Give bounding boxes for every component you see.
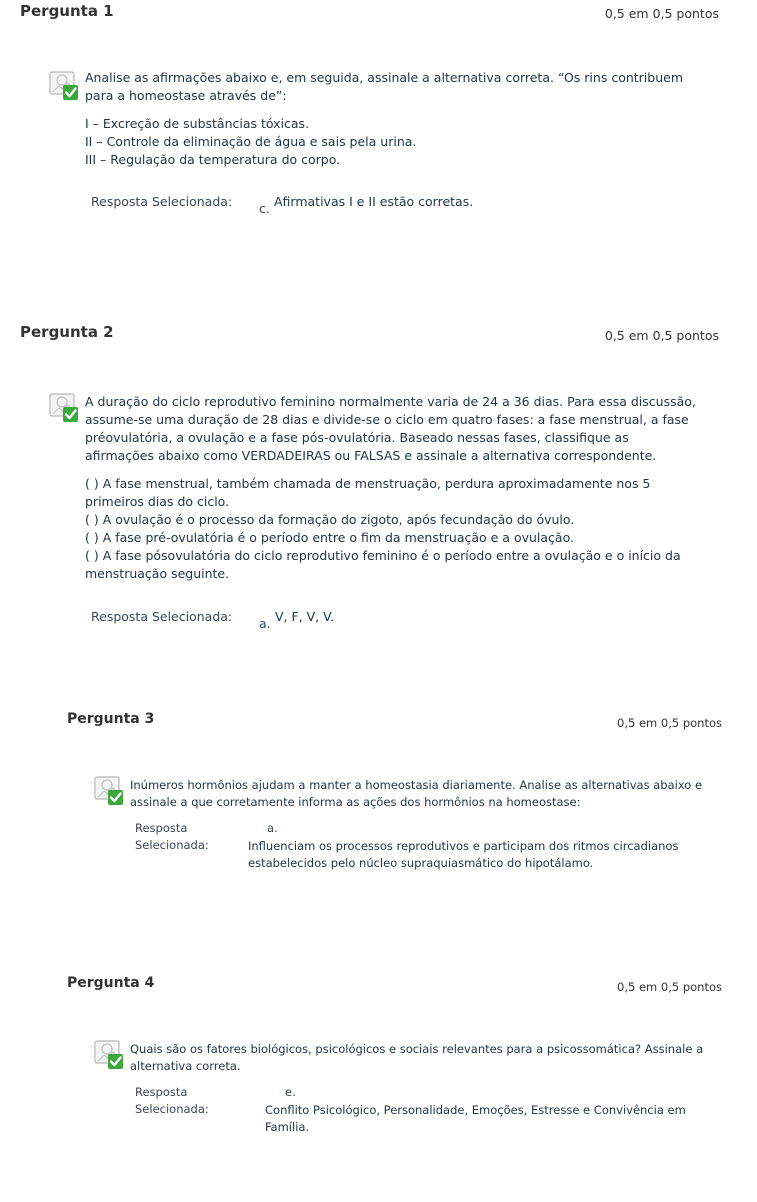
answer-letter: c. bbox=[259, 201, 270, 216]
answer-label: Resposta Selecionada: bbox=[91, 194, 233, 209]
statement-4: ( ) A fase pósovulatória do ciclo reprodutivo feminino é o período entre a ovulação e o início da menstruação seguinte. bbox=[85, 548, 681, 581]
question-intro: Quais são os fatores biológicos, psicológicos e sociais relevantes para a psicossomática? Assinale a alternativa correta. bbox=[130, 1042, 704, 1073]
question-text bbox=[85, 393, 701, 583]
answer-label: Selecionada: bbox=[135, 838, 209, 852]
question-text bbox=[130, 777, 715, 811]
correct-answer-icon bbox=[93, 775, 125, 807]
answer-label: Resposta bbox=[135, 1085, 188, 1099]
question-intro: A duração do ciclo reprodutivo feminino normalmente varia de 24 a 36 dias. Para essa discussão, assume-se uma duração de 28 dias e divide-se o ciclo em quatro fases: a fase menstrual, a fase préovulatória, a ovulação e a fase pós-ovulatória. Baseado nessas fases, classifique as afirmações abaixo como VERDADEIRAS ou FALSAS e assinale a alternativa correspondente. bbox=[85, 394, 696, 463]
answer-label: Selecionada: bbox=[135, 1102, 209, 1116]
statement-3: ( ) A fase pré-ovulatória é o período entre o fim da menstruação e a ovulação. bbox=[85, 530, 574, 545]
question-title: Pergunta 3 bbox=[67, 711, 155, 727]
statement-1: ( ) A fase menstrual, também chamada de menstruação, perdura aproximadamente nos 5 primeiros dias do ciclo. bbox=[85, 476, 651, 509]
statement-2: ( ) A ovulação é o processo da formação do zigoto, após fecundação do óvulo. bbox=[85, 512, 575, 527]
question-points: 0,5 em 0,5 pontos bbox=[617, 716, 722, 730]
question-intro: Analise as afirmações abaixo e, em seguida, assinale a alternativa correta. “Os rins contribuem para a homeostase através de”: bbox=[85, 70, 683, 103]
question-points: 0,5 em 0,5 pontos bbox=[604, 328, 719, 343]
correct-answer-icon bbox=[93, 1039, 125, 1071]
answer-label: Resposta Selecionada: bbox=[91, 609, 233, 624]
answer-text: Conflito Psicológico, Personalidade, Emoções, Estresse e Convivência em Família. bbox=[265, 1103, 686, 1134]
statement-1: I – Excreção de substâncias tóxicas. bbox=[85, 116, 310, 131]
answer-letter: a. bbox=[267, 821, 278, 835]
answer-text: Influenciam os processos reprodutivos e participam dos ritmos circadianos estabelecidos pelo núcleo supraquiasmático do hipotálamo. bbox=[248, 839, 679, 870]
question-text bbox=[85, 69, 695, 169]
answer-letter: e. bbox=[285, 1085, 296, 1099]
answer-letter: a. bbox=[259, 616, 271, 631]
correct-answer-icon bbox=[48, 70, 80, 102]
question-title: Pergunta 1 bbox=[20, 2, 114, 20]
statement-3: III – Regulação da temperatura do corpo. bbox=[85, 152, 341, 167]
statement-2: II – Controle da eliminação de água e sais pela urina. bbox=[85, 134, 417, 149]
question-points: 0,5 em 0,5 pontos bbox=[617, 980, 722, 994]
question-text bbox=[130, 1041, 715, 1075]
answer-text: V, F, V, V. bbox=[275, 609, 335, 624]
answer-label: Resposta bbox=[135, 821, 188, 835]
question-intro: Inúmeros hormônios ajudam a manter a homeostasia diariamente. Analise as alternativas abaixo e assinale a que corretamente informa as ações dos hormônios na homeostase: bbox=[130, 778, 703, 809]
question-points: 0,5 em 0,5 pontos bbox=[604, 6, 719, 21]
correct-answer-icon bbox=[48, 392, 80, 424]
answer-text: Afirmativas I e II estão corretas. bbox=[274, 194, 474, 209]
question-title: Pergunta 4 bbox=[67, 975, 155, 991]
question-title: Pergunta 2 bbox=[20, 323, 114, 341]
